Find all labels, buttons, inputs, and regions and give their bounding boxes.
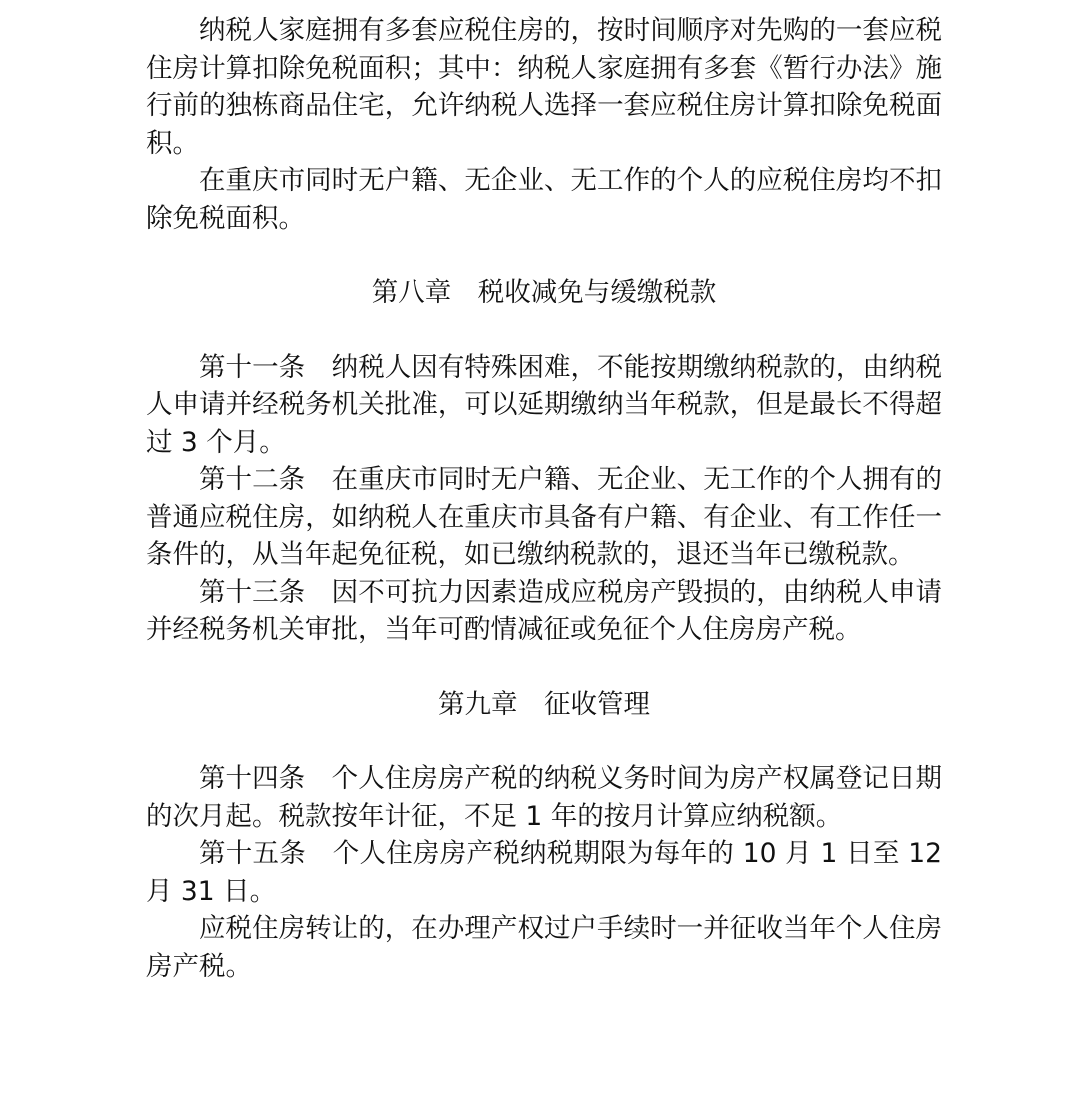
article-11: 第十一条 纳税人因有特殊困难，不能按期缴纳税款的，由纳税人申请并经税务机关批准，可以延期缴纳当年税款，但是最长不得超过 3 个月。: [146, 351, 942, 458]
article-15: 第十五条 个人住房房产税纳税期限为每年的 10 月 1 日至 12 月 31 日。: [146, 838, 942, 907]
document-page: [146, 12, 942, 985]
chapter-title-8: 第八章 税收减免与缓缴税款: [371, 277, 717, 308]
paragraph: 纳税人家庭拥有多套应税住房的，按时间顺序对先购的一套应税住房计算扣除免税面积；其中：纳税人家庭拥有多套《暂行办法》施行前的独栋商品住宅，允许纳税人选择一套应税住房计算扣除免税面积。: [146, 15, 942, 159]
article-12: 第十二条 在重庆市同时无户籍、无企业、无工作的个人拥有的普通应税住房，如纳税人在重庆市具备有户籍、有企业、有工作任一条件的，从当年起免征税，如已缴纳税款的，退还当年已缴税款。: [146, 464, 942, 570]
paragraph: 应税住房转让的，在办理产权过户手续时一并征收当年个人住房房产税。: [146, 913, 942, 982]
chapter-title-9: 第九章 征收管理: [438, 688, 650, 720]
article-13: 第十三条 因不可抗力因素造成应税房产毁损的，由纳税人申请并经税务机关审批，当年可酌情减征或免征个人住房房产税。: [146, 576, 942, 645]
paragraph: 在重庆市同时无户籍、无企业、无工作的个人的应税住房均不扣除免税面积。: [146, 165, 942, 234]
article-14: 第十四条 个人住房房产税的纳税义务时间为房产权属登记日期的次月起。税款按年计征，不足 1 年的按月计算应纳税额。: [146, 763, 942, 832]
